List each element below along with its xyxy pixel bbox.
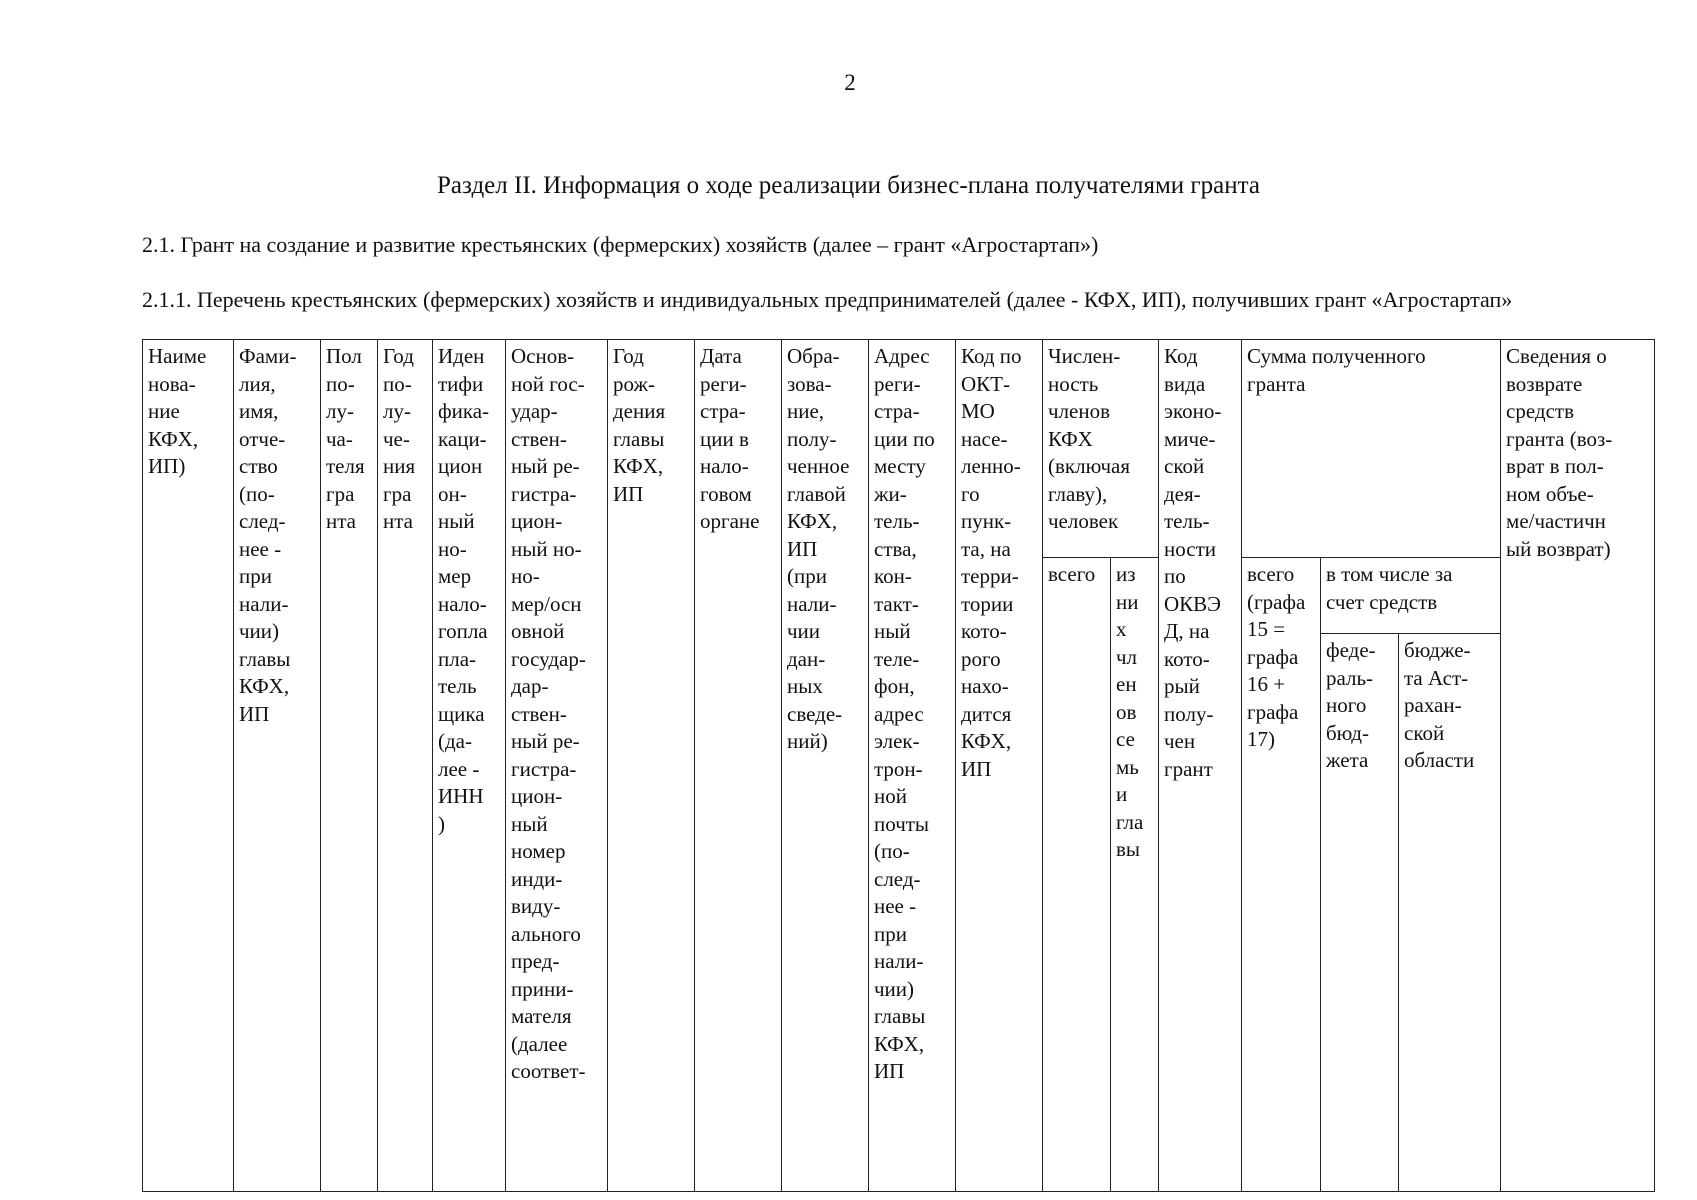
header-address: Адрес реги- стра- ции по месту жи- тель- ства, кон- такт- ный теле- фон, адрес элек- трон- ной почты (по- след- нее - при нали- чии) главы КФХ, ИП xyxy=(869,340,956,1192)
header-grant-sum: Сумма полученного гранта xyxy=(1242,340,1501,558)
header-grant-gender: Пол по- лу- ча- теля гра нта xyxy=(321,340,378,1192)
header-members-family: из ни х чл ен ов се мь и гла вы xyxy=(1111,558,1159,1192)
header-education: Обра- зова- ние, полу- ченное главой КФХ, ИП (при нали- чии дан- ных сведе- ний) xyxy=(782,340,869,1192)
header-name: Наиме нова- ние КФХ, ИП) xyxy=(143,340,234,1192)
header-oktmo: Код по ОКТ- МО насе- ленно- го пунк- та, на терри- тории кото- рого нахо- дится КФХ, ИП xyxy=(956,340,1043,1192)
header-okved: Код вида эконо- миче- ской дея- тель- ности по ОКВЭ Д, на кото- рый полу- чен грант xyxy=(1159,340,1242,1192)
header-refund-info: Сведения о возврате средств гранта (воз- врат в пол- ном объе- ме/частичн ый возврат) xyxy=(1501,340,1655,1192)
header-members-count: Числен- ность членов КФХ (включая главу), человек xyxy=(1043,340,1159,558)
header-ogrn: Основ- ной гос- удар- ствен- ный ре- гистра- цион- ный но- но- мер/осн овной государ- дар- ствен- ный ре- гистра- цион- ный номер инди- виду- ального пред- прини- мателя (далее соответ- xyxy=(506,340,608,1192)
header-federal-budget: феде- раль- ного бюд- жета xyxy=(1321,634,1399,1192)
header-grant-year: Год по- лу- че- ния гра нта xyxy=(378,340,433,1192)
header-grant-total: всего (графа 15 = графа 16 + графа 17) xyxy=(1242,558,1321,1192)
header-members-total: всего xyxy=(1043,558,1111,1192)
header-regional-budget: бюдже- та Аст- рахан- ской области xyxy=(1399,634,1501,1192)
list-title: 2.1.1. Перечень крестьянских (фермерских) хозяйств и индивидуальных предпринимателей (далее - КФХ, ИП), получивших грант «Агростартап» xyxy=(142,287,1513,312)
section-title: Раздел II. Информация о ходе реализации бизнес-плана получателями гранта xyxy=(437,172,1260,199)
header-tax-reg-date: Дата реги- стра- ции в нало- говом органе xyxy=(695,340,782,1192)
header-grant-including: в том числе за счет средств xyxy=(1321,558,1501,634)
subsection-title: 2.1. Грант на создание и развитие крестьянских (фермерских) хозяйств (далее – грант «Агростартап») xyxy=(142,232,1099,257)
header-birth-year: Год рож- дения главы КФХ, ИП xyxy=(608,340,695,1192)
header-fio: Фами- лия, имя, отче- ство (по- след- нее - при нали- чии) главы КФХ, ИП xyxy=(234,340,321,1192)
header-inn: Иден тифи фика- каци- цион он- ный но- мер нало- гопла пла- тель щика (да- лее - ИНН ) xyxy=(433,340,506,1192)
page-number: 2 xyxy=(844,70,856,95)
grantees-table xyxy=(142,339,1655,1192)
